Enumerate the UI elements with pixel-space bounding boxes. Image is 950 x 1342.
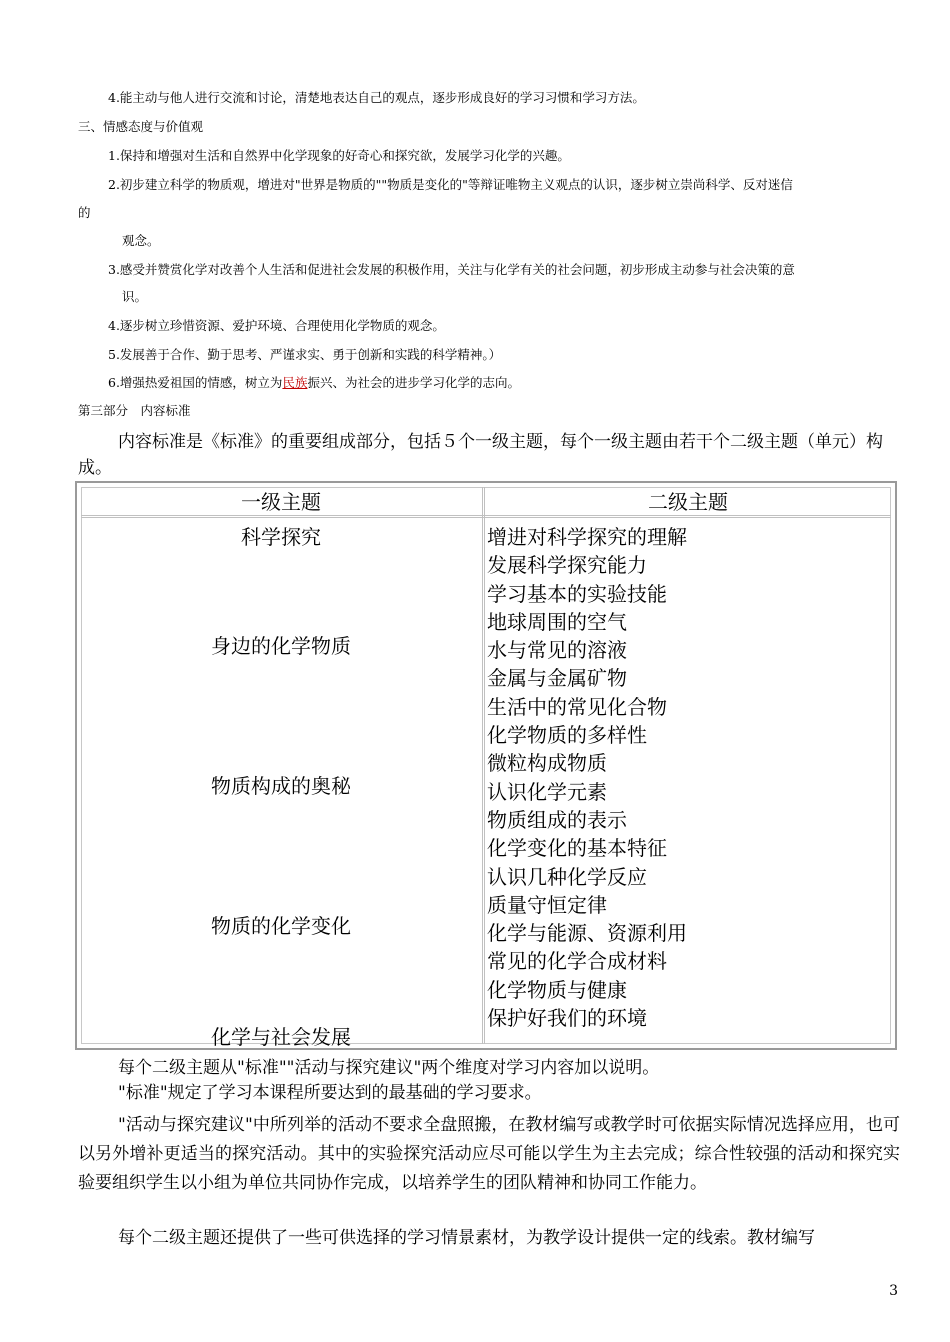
paragraph-standard: "标准"规定了学习本课程所要达到的最基础的学习要求。: [118, 1083, 542, 1103]
secondary-topic: 地球周围的空气: [487, 609, 627, 634]
primary-topic-1: 科学探究: [241, 525, 321, 549]
paragraph-activities: "活动与探究建议"中所列举的活动不要求全盘照搬，在教材编写或教学时可依据实际情况选择应用，也可以另外增补更适当的探究活动。其中的实验探究活动应尽可能以学生为主去完成；综合性较强的活动和探究实验要组织学生以小组为单位共同协作完成，以培养学生的团队精神和协同工作能力。: [78, 1115, 900, 1193]
attitude-2-end: 观念。: [122, 233, 160, 248]
attitude-4-text: 4.逐步树立珍惜资源、爱护环境、合理使用化学物质的观念。: [108, 318, 445, 333]
primary-topic-3: 物质构成的奥秘: [211, 774, 351, 798]
primary-topic-2: 身边的化学物质: [211, 634, 351, 658]
secondary-topic: 化学物质的多样性: [487, 723, 647, 748]
attitude-3-text: 3.感受并赞赏化学对改善个人生活和促进社会发展的积极作用，关注与化学有关的社会问题，初步形成主动参与社会决策的意: [108, 262, 795, 277]
part-3-heading: 第三部分 内容标准: [78, 403, 191, 418]
secondary-topic: 物质组成的表示: [487, 807, 627, 832]
secondary-topic-list: [487, 523, 687, 1032]
page-number: 3: [889, 1283, 898, 1299]
secondary-topic: 微粒构成物质: [487, 751, 607, 776]
attitude-2-text: 2.初步建立科学的物质观，增进对"世界是物质的""物质是变化的"等辩证唯物主义观点的认识，逐步树立崇尚科学、反对迷信: [108, 177, 793, 192]
attitude-1-text: 1.保持和增强对生活和自然界中化学现象的好奇心和探究欲，发展学习化学的兴趣。: [108, 148, 570, 163]
attitude-6-suffix: 振兴、为社会的进步学习化学的志向。: [307, 375, 520, 390]
header-primary-topic: 一级主题: [241, 490, 321, 514]
secondary-topic: 水与常见的溶液: [487, 638, 627, 663]
secondary-topic: 化学与能源、资源利用: [487, 921, 687, 946]
attitude-3-end: 识。: [122, 289, 148, 304]
intro-paragraph: 内容标准是《标准》的重要组成部分，包括５个一级主题，每个一级主题由若干个二级主题（单元）构成。: [78, 432, 883, 478]
primary-topic-4: 物质的化学变化: [211, 914, 351, 938]
section-heading-attitudes: 三、情感态度与价值观: [78, 119, 204, 134]
secondary-topic: 金属与金属矿物: [487, 666, 627, 691]
secondary-topic: 化学变化的基本特征: [487, 836, 667, 861]
attitude-6-text: [108, 375, 520, 391]
attitude-5-text: 5.发展善于合作、勤于思考、严谨求实、勇于创新和实践的科学精神。）: [108, 347, 502, 362]
secondary-topic: 生活中的常见化合物: [487, 694, 667, 719]
secondary-topic: 质量守恒定律: [487, 892, 607, 917]
secondary-topic: 认识化学元素: [487, 779, 607, 804]
secondary-topic: 增进对科学探究的理解: [487, 525, 687, 549]
secondary-topic: 发展科学探究能力: [487, 553, 647, 578]
primary-topic-5: 化学与社会发展: [211, 1025, 351, 1049]
secondary-topic: 保护好我们的环境: [487, 1006, 647, 1031]
goal-4-text: 4.能主动与他人进行交流和讨论，清楚地表达自己的观点，逐步形成良好的学习习惯和学习方法。: [108, 90, 645, 105]
paragraph-dimensions: 每个二级主题从"标准""活动与探究建议"两个维度对学习内容加以说明。: [118, 1058, 660, 1078]
secondary-topic: 学习基本的实验技能: [487, 581, 667, 606]
paragraph-materials: 每个二级主题还提供了一些可供选择的学习情景素材，为教学设计提供一定的线索。教材编写: [118, 1228, 815, 1248]
header-secondary-topic: 二级主题: [648, 490, 728, 514]
topic-table: [75, 481, 897, 1050]
attitude-2-wrap: 的: [78, 205, 91, 220]
attitude-6-prefix: 6.增强热爱祖国的情感，树立为: [108, 375, 283, 390]
secondary-topic: 认识几种化学反应: [487, 864, 647, 889]
nation-link[interactable]: 民族: [282, 375, 308, 390]
secondary-topic: 常见的化学合成材料: [487, 949, 667, 974]
secondary-topic: 化学物质与健康: [487, 977, 627, 1002]
